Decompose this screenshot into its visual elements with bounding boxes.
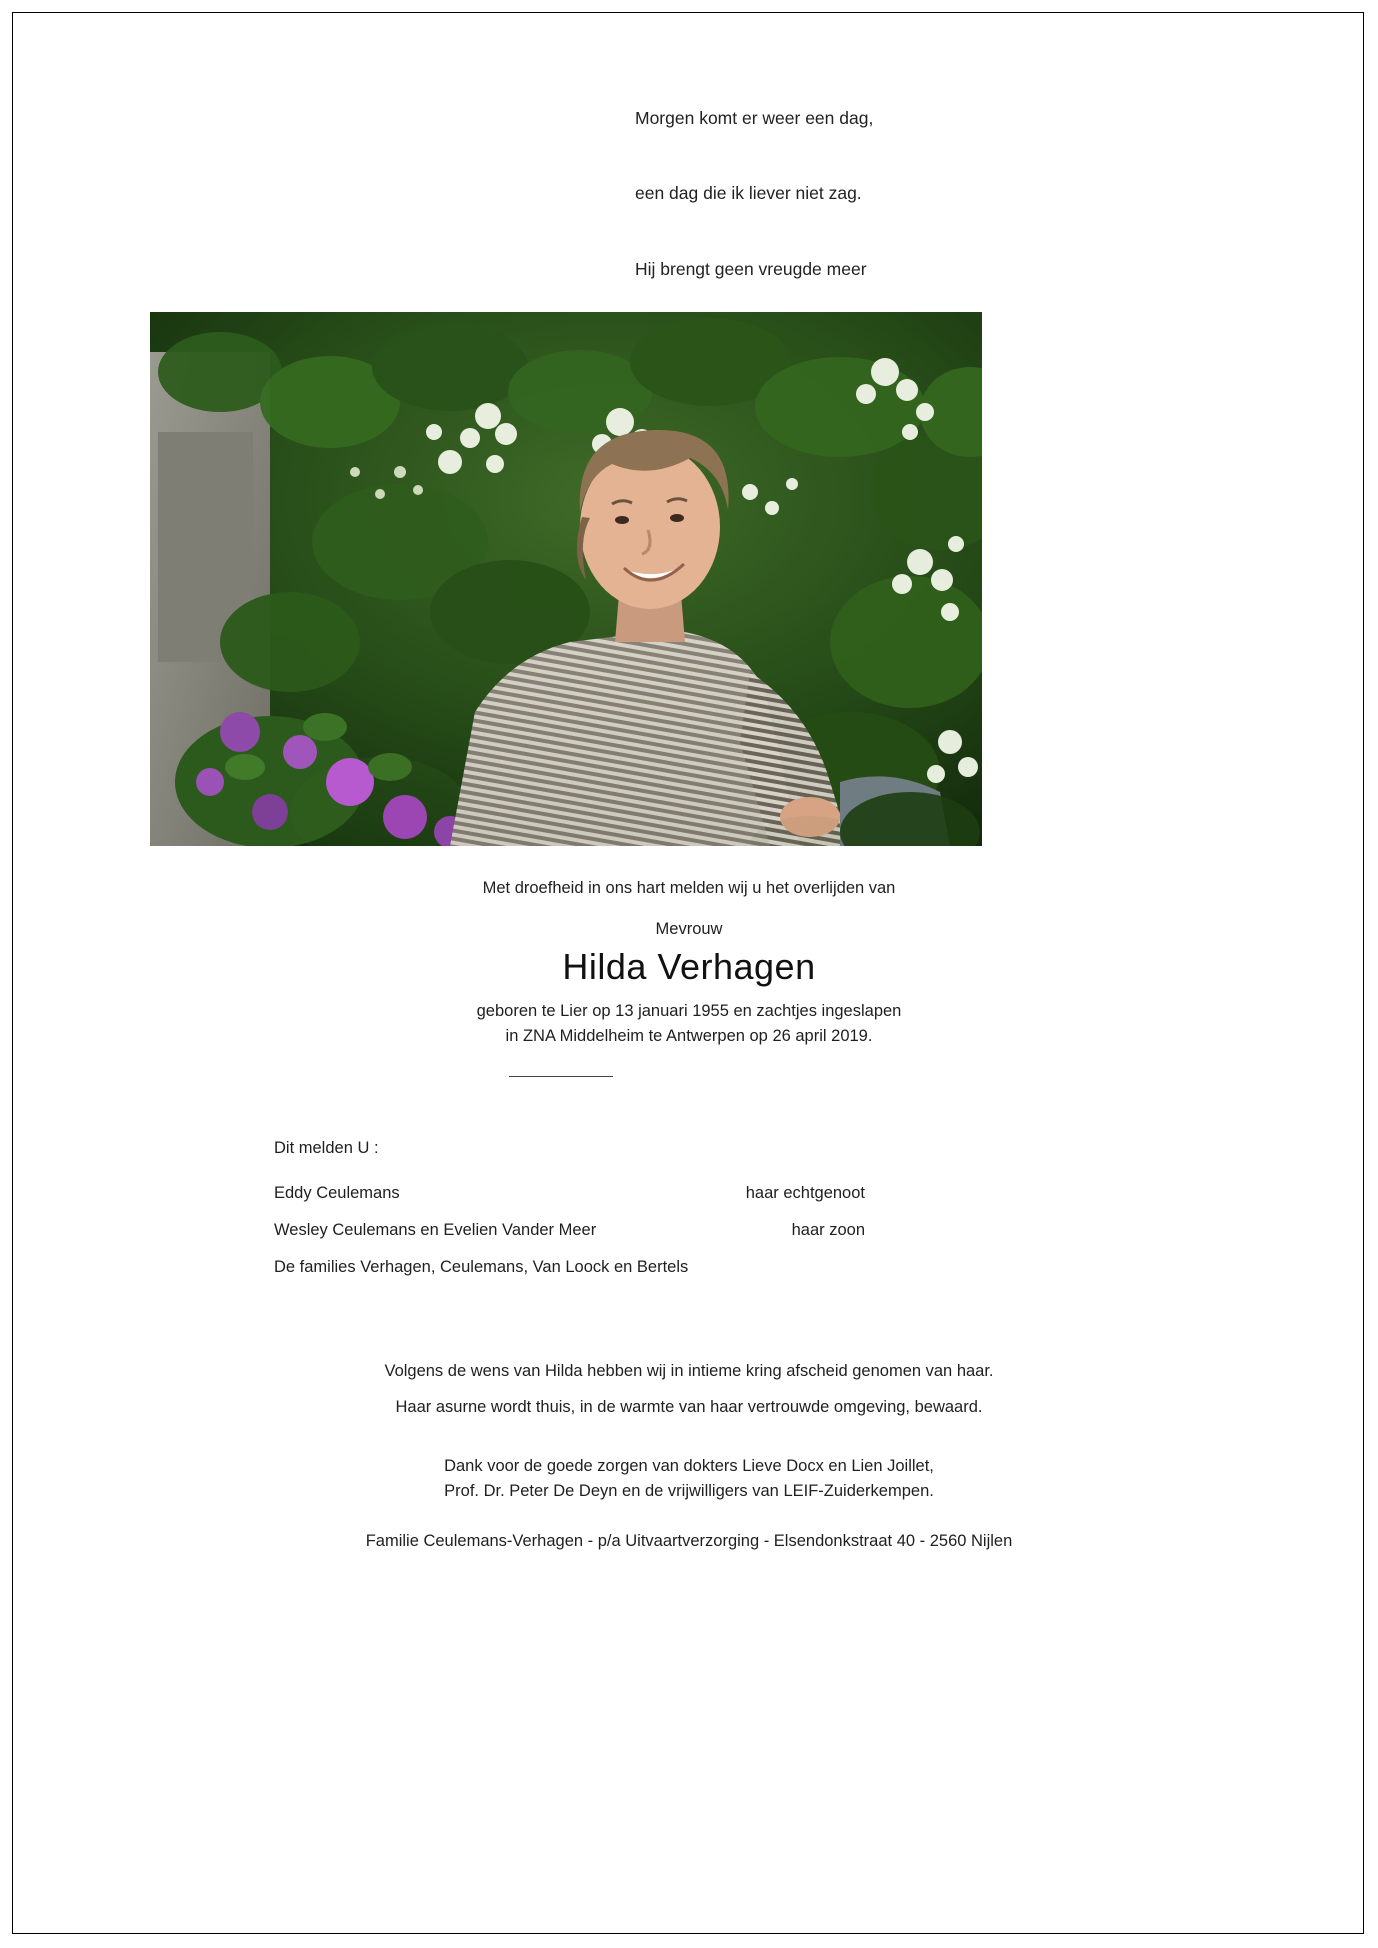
memorial-card — [12, 12, 1364, 1934]
birth-death-info — [13, 999, 1364, 1049]
divider — [509, 1076, 613, 1077]
poem-line: Hij brengt geen vreugde meer — [635, 259, 867, 280]
notice-person: Wesley Ceulemans en Evelien Vander Meer — [274, 1221, 597, 1239]
wishes-line-2: Haar asurne wordt thuis, in de warmte van haar vertrouwde omgeving, bewaard. — [395, 1398, 983, 1416]
honorific: Mevrouw — [655, 920, 723, 938]
birth-line-1: geboren te Lier op 13 januari 1955 en zachtjes ingeslapen — [476, 1002, 902, 1020]
thanks-line-2: Prof. Dr. Peter De Deyn en de vrijwilligers van LEIF-Zuiderkempen. — [444, 1482, 934, 1500]
footer-address: Familie Ceulemans-Verhagen - p/a Uitvaartverzorging - Elsendonkstraat 40 - 2560 Nijlen — [365, 1532, 1013, 1550]
notice-person: Eddy Ceulemans — [274, 1184, 400, 1202]
announcement-intro: Met droefheid in ons hart melden wij u het overlijden van — [482, 879, 896, 897]
notice-relation: haar echtgenoot — [745, 1184, 865, 1202]
wishes-block — [13, 1353, 1364, 1425]
thanks-line-1: Dank voor de goede zorgen van dokters Lieve Docx en Lien Joillet, — [444, 1457, 934, 1475]
deceased-name: Hilda Verhagen — [562, 946, 816, 987]
wishes-line-1: Volgens de wens van Hilda hebben wij in intieme kring afscheid genomen van haar. — [384, 1362, 994, 1380]
notice-relation: haar zoon — [791, 1221, 865, 1239]
poem-line: Morgen komt er weer een dag, — [635, 107, 874, 128]
notice-person: De families Verhagen, Ceulemans, Van Loock en Bertels — [274, 1258, 689, 1276]
thanks-block — [13, 1454, 1364, 1504]
portrait-photo — [150, 312, 982, 846]
poem-line: een dag die ik liever niet zag. — [635, 183, 862, 204]
notice-heading: Dit melden U : — [274, 1139, 379, 1157]
birth-line-2: in ZNA Middelheim te Antwerpen op 26 april 2019. — [505, 1027, 873, 1045]
